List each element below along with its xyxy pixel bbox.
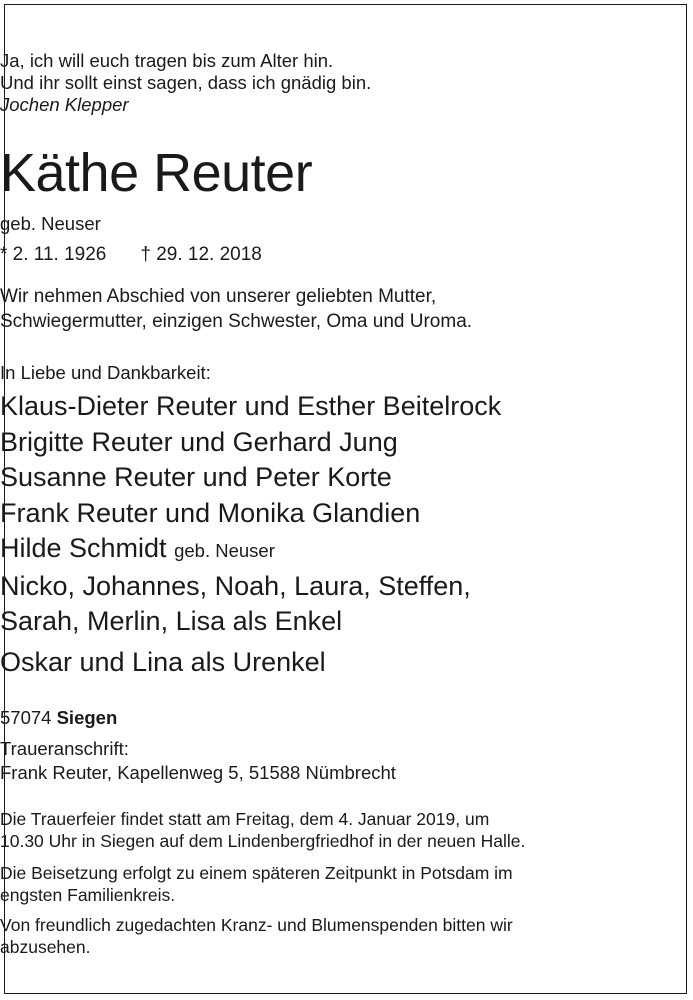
notice-line: 10.30 Uhr in Siegen auf dem Lindenbergfriedhof in der neuen Halle. [0, 831, 526, 851]
address-label: Traueranschrift: [0, 738, 129, 759]
notice-line: engsten Familienkreis. [0, 885, 176, 905]
motto-line-1: Ja, ich will euch tragen bis zum Alter hin. [0, 50, 334, 71]
notice-line: abzusehen. [0, 937, 91, 957]
deceased-name: Käthe Reuter [0, 143, 313, 203]
motto-verse [0, 50, 693, 116]
mourner-sister-name: Hilde Schmidt [0, 533, 167, 563]
address-line: Frank Reuter, Kapellenweg 5, 51588 Nümbrecht [0, 762, 396, 783]
mourners-list [0, 389, 693, 680]
mourner-sister-maiden: geb. Neuser [174, 540, 275, 561]
notice-line: Die Trauerfeier findet statt am Freitag, dem 4. Januar 2019, um [0, 809, 490, 829]
life-dates [0, 242, 693, 268]
great-grandchildren-line: Oskar und Lina als Urenkel [0, 646, 326, 677]
mourner-line: Frank Reuter und Monika Glandien [0, 497, 421, 528]
flowers-notice [0, 914, 693, 958]
place-zip: 57074 [0, 707, 52, 728]
motto-line-2: Und ihr sollt einst sagen, dass ich gnädig bin. [0, 72, 372, 93]
burial-notice [0, 862, 693, 906]
farewell-line-1: Wir nehmen Abschied von unserer geliebten Mutter, [0, 286, 437, 307]
mourner-line: Brigitte Reuter und Gerhard Jung [0, 426, 398, 457]
thanks-heading: In Liebe und Dankbarkeit: [0, 362, 211, 383]
place [0, 706, 693, 730]
notice-line: Von freundlich zugedachten Kranz- und Blumenspenden bitten wir [0, 915, 513, 935]
mourner-line: Klaus-Dieter Reuter und Esther Beitelrock [0, 391, 502, 421]
mourning-address [0, 737, 693, 785]
farewell-line-2: Schwiegermutter, einzigen Schwester, Oma und Uroma. [0, 311, 473, 332]
funeral-service-notice [0, 808, 693, 852]
death-date: † 29. 12. 2018 [140, 244, 262, 265]
birth-date: * 2. 11. 1926 [0, 244, 107, 265]
farewell-text [0, 284, 693, 334]
grandchildren-line-2: Sarah, Merlin, Lisa als Enkel [0, 606, 343, 636]
motto-author: Jochen Klepper [0, 94, 129, 115]
mourner-line: Susanne Reuter und Peter Korte [0, 462, 392, 492]
place-city: Siegen [56, 707, 118, 728]
deceased-maiden-name: geb. Neuser [0, 213, 101, 234]
grandchildren-line-1: Nicko, Johannes, Noah, Laura, Steffen, [0, 570, 471, 601]
mourner-line [0, 531, 693, 569]
notice-line: Die Beisetzung erfolgt zu einem späteren Zeitpunkt in Potsdam im [0, 863, 513, 883]
